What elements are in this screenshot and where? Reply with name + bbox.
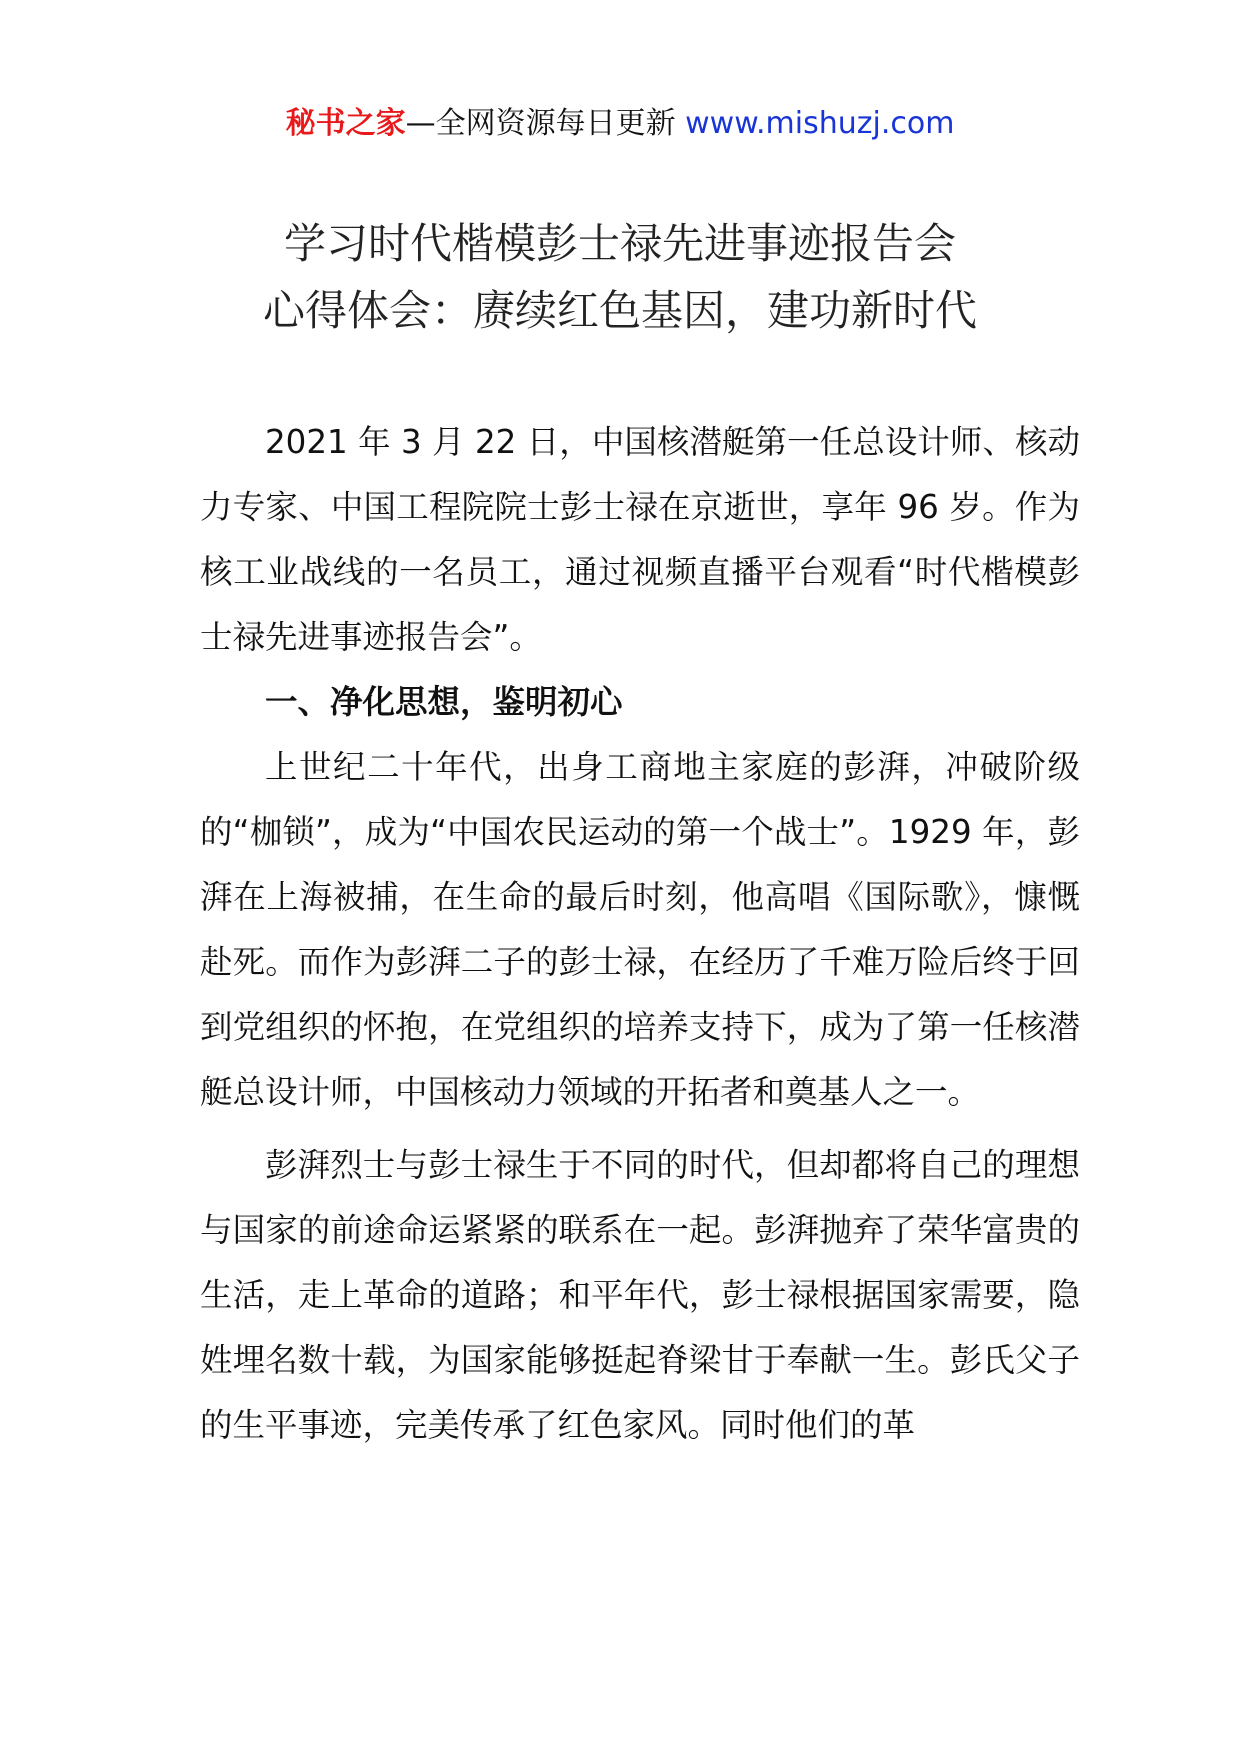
- document-title-line-1: 学习时代楷模彭士禄先进事迹报告会: [283, 219, 956, 268]
- paragraph-intro: 2021 年 3 月 22 日，中国核潜艇第一任总设计师、核动力专家、中国工程院院士彭士禄在京逝世，享年 96 岁。作为核工业战线的一名员工，通过视频直播平台观看“时代楷模彭士禄先进事迹报告会”。: [200, 423, 1080, 656]
- paragraph-peng-pai-history: 上世纪二十年代，出身工商地主家庭的彭湃，冲破阶级的“枷锁”，成为“中国农民运动的第一个战士”。1929 年，彭湃在上海被捕，在生命的最后时刻，他高唱《国际歌》，慷慨赴死。而作为彭湃二子的彭士禄，在经历了千难万险后终于回到党组织的怀抱，在党组织的培养支持下，成为了第一任核潜艇总设计师，中国核动力领域的开拓者和奠基人之一。: [200, 748, 1080, 1111]
- site-header: [0, 104, 1240, 144]
- document-title-line-2: 心得体会：赓续红色基因，建功新时代: [262, 286, 977, 335]
- paragraph-father-son: 彭湃烈士与彭士禄生于不同的时代，但却都将自己的理想与国家的前途命运紧紧的联系在一起。彭湃抛弃了荣华富贵的生活，走上革命的道路；和平年代，彭士禄根据国家需要，隐姓埋名数十载，为国家能够挺起脊梁甘于奉献一生。彭氏父子的生平事迹，完美传承了红色家风。同时他们的革: [200, 1146, 1080, 1444]
- section-heading-1: 一、净化思想，鉴明初心: [265, 683, 623, 721]
- site-url-link[interactable]: www.mishuzj.com: [685, 106, 955, 141]
- site-tagline: —全网资源每日更新: [405, 106, 676, 141]
- document-body: [200, 410, 1080, 1458]
- site-brand: 秘书之家: [285, 106, 406, 141]
